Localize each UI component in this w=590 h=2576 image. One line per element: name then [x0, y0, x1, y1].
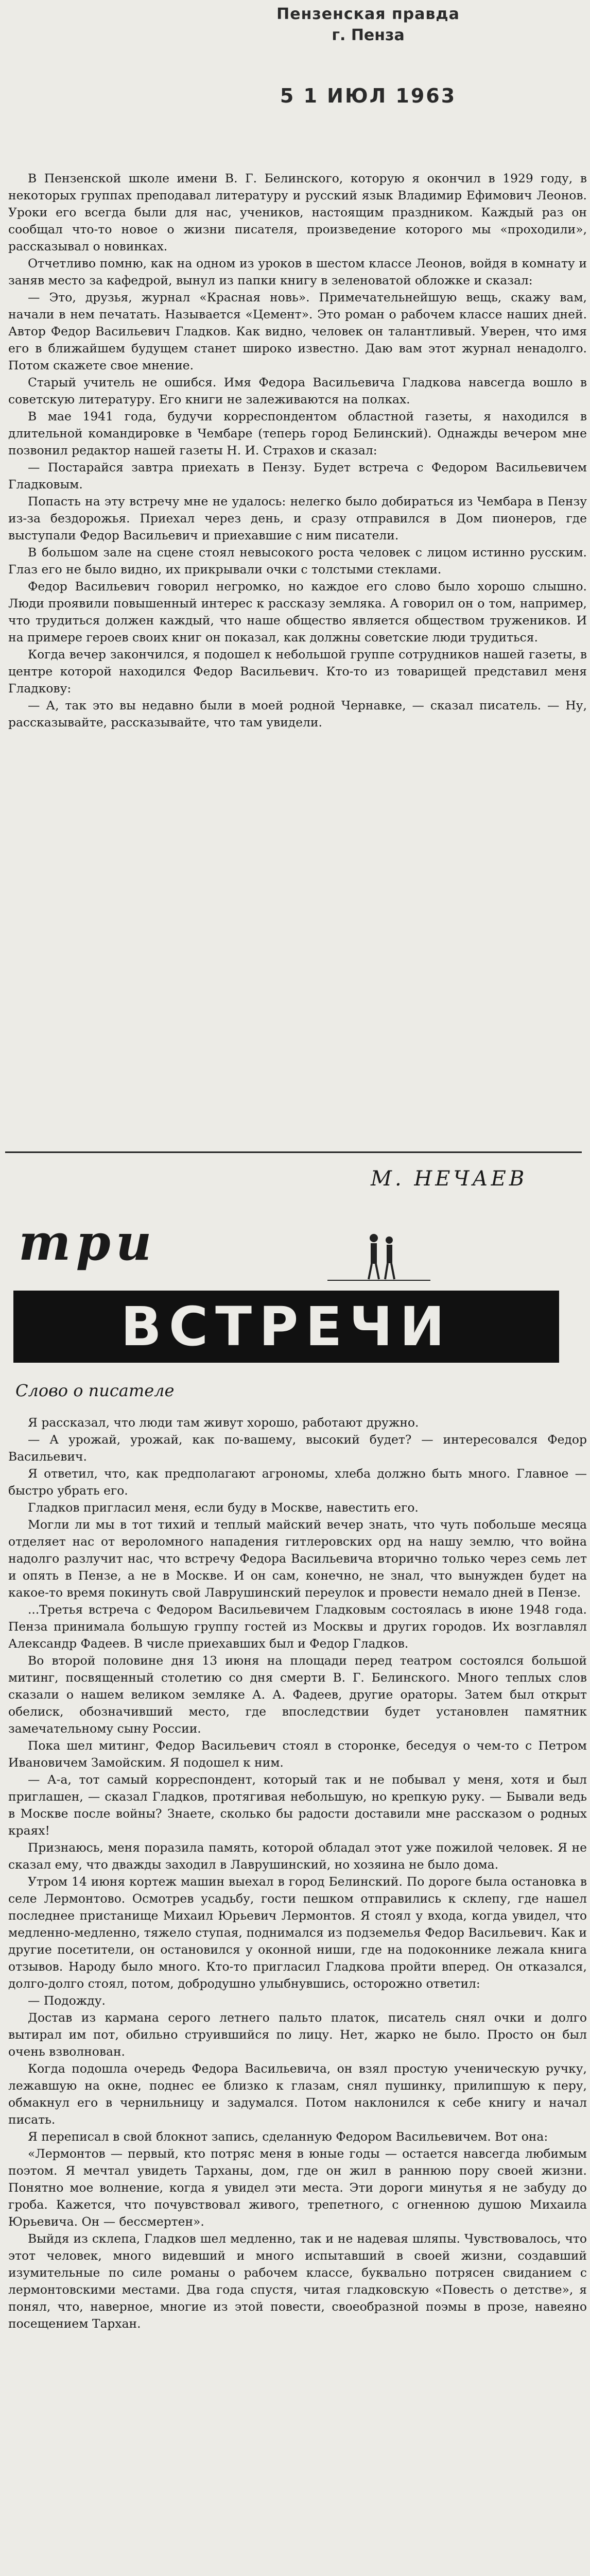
paragraph: Во второй половине дня 13 июня на площади перед театром состоялся большой митинг, посвященный столетию со дня смерти В. Г. Белинского. Много теплых слов сказали о нашем великом земляке А. А. Фадеев, другие ораторы. Затем был открыт обелиск, обозначивший место, где впоследствии будет установлен памятник замечательному сыну России.: [8, 1653, 587, 1736]
subheading: Слово о писателе: [15, 1381, 175, 1400]
paragraph: ...Третья встреча с Федором Васильевичем Гладковым состоялась в июне 1948 года. Пенза принимала большую группу гостей из Москвы и других городов. Их возглавлял Александр Фадеев. В числе приехавших был и Федор Гладков.: [8, 1602, 587, 1651]
paragraph: — Это, друзья, журнал «Красная новь». Примечательнейшую вещь, скажу вам, начали в нем печатать. Называется «Цемент». Это роман о рабочем классе наших дней. Автор Федор Васильевич Гладков. Как видно, человек он талантливый. Уверен, что имя его в ближайшем будущем станет широко известно. Даю вам этот журнал ненадолго. Потом скажете свое мнение.: [8, 290, 587, 372]
walking-figures-illustration: [327, 1218, 430, 1291]
paragraph: Когда подошла очередь Федора Васильевича, он взял простую ученическую ручку, лежавшую на окне, поднес ее близко к глазам, снял пушинку, прилипшую к перу, обмакнул его в чернильницу и задумался. Потом наклонился к себе книгу и начал писать.: [8, 2061, 587, 2127]
paragraph: Утром 14 июня кортеж машин выехал в город Белинский. По дороге была остановка в селе Лермонтово. Осмотрев усадьбу, гости пешком отправились к склепу, где нашел последнее пристанище Михаил Юрьевич Лермонтов. Я стоял у входа, когда увидел, что медленно-медленно, тяжело ступая, поднимался из подземелья Федор Васильевич. Как и другие посетители, он остановился у оконной ниши, где на подоконнике лежала книга отзывов. Народу было много. Кто-то пригласил Гладкова пройти вперед. Он отказался, долго-долго стоял, потом, добродушно улыбнувшись, осторожно ответил:: [8, 1874, 587, 1991]
newspaper-stamp: [270, 5, 466, 107]
article-title: [8, 1213, 584, 1363]
stamp-paper-name: Пензенская правда: [276, 5, 460, 23]
title-word-top: три: [19, 1213, 157, 1272]
article-part-one: [8, 170, 587, 731]
paragraph: Я рассказал, что люди там живут хорошо, работают дружно.: [28, 1415, 419, 1430]
title-word-bottom: ВСТРЕЧИ: [13, 1291, 559, 1363]
paragraph: Федор Васильевич говорил негромко, но каждое его слово было хорошо слышно. Люди проявили повышенный интерес к рассказу земляка. А говорил он о том, например, что трудиться должен каждый, что наше общество является обществом тружеников. И на примере героев своих книг он показал, как должны советские люди трудиться.: [8, 579, 587, 645]
paragraph: В большом зале на сцене стоял невысокого роста человек с лицом истинно русским. Глаз его не было видно, их прикрывали очки с толстыми стеклами.: [8, 545, 587, 577]
paragraph: Гладков пригласил меня, если буду в Москве, навестить его.: [28, 1500, 419, 1515]
paragraph: Попасть на эту встречу мне не удалось: нелегко было добираться из Чембара в Пензу из-за бездорожья. Приехал через день, и сразу отправился в Дом пионеров, где выступали Федор Васильевич и приехавшие с ним писатели.: [8, 494, 587, 543]
paragraph: Я переписал в свой блокнот запись, сделанную Федором Васильевичем. Вот она:: [28, 2129, 548, 2144]
paragraph: В Пензенской школе имени В. Г. Белинского, которую я окончил в 1929 году, в некоторых группах преподавал литературу и русский язык Владимир Ефимович Леонов. Уроки его всегда были для нас, учеников, настоящим праздником. Каждый раз он сообщал что-то новое о жизни писателя, произведение которого мы «проходили», рассказывал о новинках.: [8, 171, 587, 253]
paragraph: — А, так это вы недавно были в моей родной Чернавке, — сказал писатель. — Ну, рассказывайте, рассказывайте, что там увидели.: [8, 698, 587, 730]
author-name: М. НЕЧАЕВ: [371, 1167, 528, 1191]
paragraph: Когда вечер закончился, я подошел к небольшой группе сотрудников нашей газеты, в центре которой находился Федор Васильевич. Кто-то из товарищей представил меня Гладкову:: [8, 647, 587, 696]
paragraph: Я ответил, что, как предполагают агрономы, хлеба должно быть много. Главное — быстро убрать его.: [8, 1466, 587, 1498]
paragraph: Признаюсь, меня поразила память, которой обладал этот уже пожилой человек. Я не сказал ему, что дважды заходил в Лаврушинский, но хозяина не было дома.: [8, 1840, 587, 1872]
article-part-two: [8, 1414, 587, 2332]
paragraph: — А-а, тот самый корреспондент, который так и не побывал у меня, хотя и был приглашен, — сказал Гладков, протягивая небольшую, но крепкую руку. — Бывали ведь в Москве после войны? Знаете, сколько бы радости доставили мне рассказом о родных краях!: [8, 1772, 587, 1838]
paragraph: — Подожду.: [28, 1993, 106, 2008]
paragraph: Старый учитель не ошибся. Имя Федора Васильевича Гладкова навсегда вошло в советскую литературу. Его книги не залеживаются на полках.: [8, 375, 587, 406]
stamp-date: 5 1 ИЮЛ 1963: [280, 84, 457, 107]
paragraph: Пока шел митинг, Федор Васильевич стоял в сторонке, беседуя о чем-то с Петром Ивановичем Замойским. Я подошел к ним.: [8, 1738, 587, 1770]
paragraph: «Лермонтов — первый, кто потряс меня в юные годы — остается навсегда любимым поэтом. Я мечтал увидеть Тарханы, дом, где он жил в раннюю пору своей жизни. Понятно мое волнение, когда я увидел эти места. Эти дороги минутья я не забуду до гроба. Кажется, что почувствовал живого, трепетного, с огненною душою Михаила Юрьевича. Он — бессмертен».: [8, 2146, 587, 2229]
paragraph: Достав из кармана серого летнего пальто платок, писатель снял очки и долго вытирал им пот, обильно струившийся по лицу. Нет, жарко не было. Просто он был очень взволнован.: [8, 2010, 587, 2059]
paragraph: Выйдя из склепа, Гладков шел медленно, так и не надевая шляпы. Чувствовалось, что этот человек, много видевший и много испытавший в своей жизни, создавший изумительные по силе романы о рабочем классе, буквально потрясен свиданием с лермонтовскими местами. Два года спустя, читая гладковскую «Повесть о детстве», я понял, что, наверное, многие из этой повести, своеобразной поэмы в прозе, навеяно посещением Тархан.: [8, 2231, 587, 2331]
section-divider: [5, 1151, 582, 1153]
paragraph: — Постарайся завтра приехать в Пензу. Будет встреча с Федором Васильевичем Гладковым.: [8, 460, 587, 492]
stamp-city: г. Пенза: [332, 26, 405, 44]
paragraph: В мае 1941 года, будучи корреспондентом областной газеты, я находился в длительной командировке в Чембаре (теперь город Белинский). Однажды вечером мне позвонил редактор нашей газеты Н. И. Страхов и сказал:: [8, 409, 587, 457]
paragraph: Могли ли мы в тот тихий и теплый майский вечер знать, что чуть побольше месяца отделяет нас от вероломного нападения гитлеровских орд на нашу землю, что война надолго разлучит нас, что встречу Федора Васильевича вторично только через семь лет и опять в Пензе, а не в Москве. И он сам, конечно, не знал, что вынужден будет на какое-то время покинуть свой Лаврушинский переулок и провести немало дней в Пензе.: [8, 1517, 587, 1600]
paragraph: Отчетливо помню, как на одном из уроков в шестом классе Леонов, войдя в комнату и заняв место за кафедрой, вынул из папки книгу в зеленоватой обложке и сказал:: [8, 256, 587, 287]
paragraph: — А урожай, урожай, как по-вашему, высокий будет? — интересовался Федор Васильевич.: [8, 1432, 587, 1464]
